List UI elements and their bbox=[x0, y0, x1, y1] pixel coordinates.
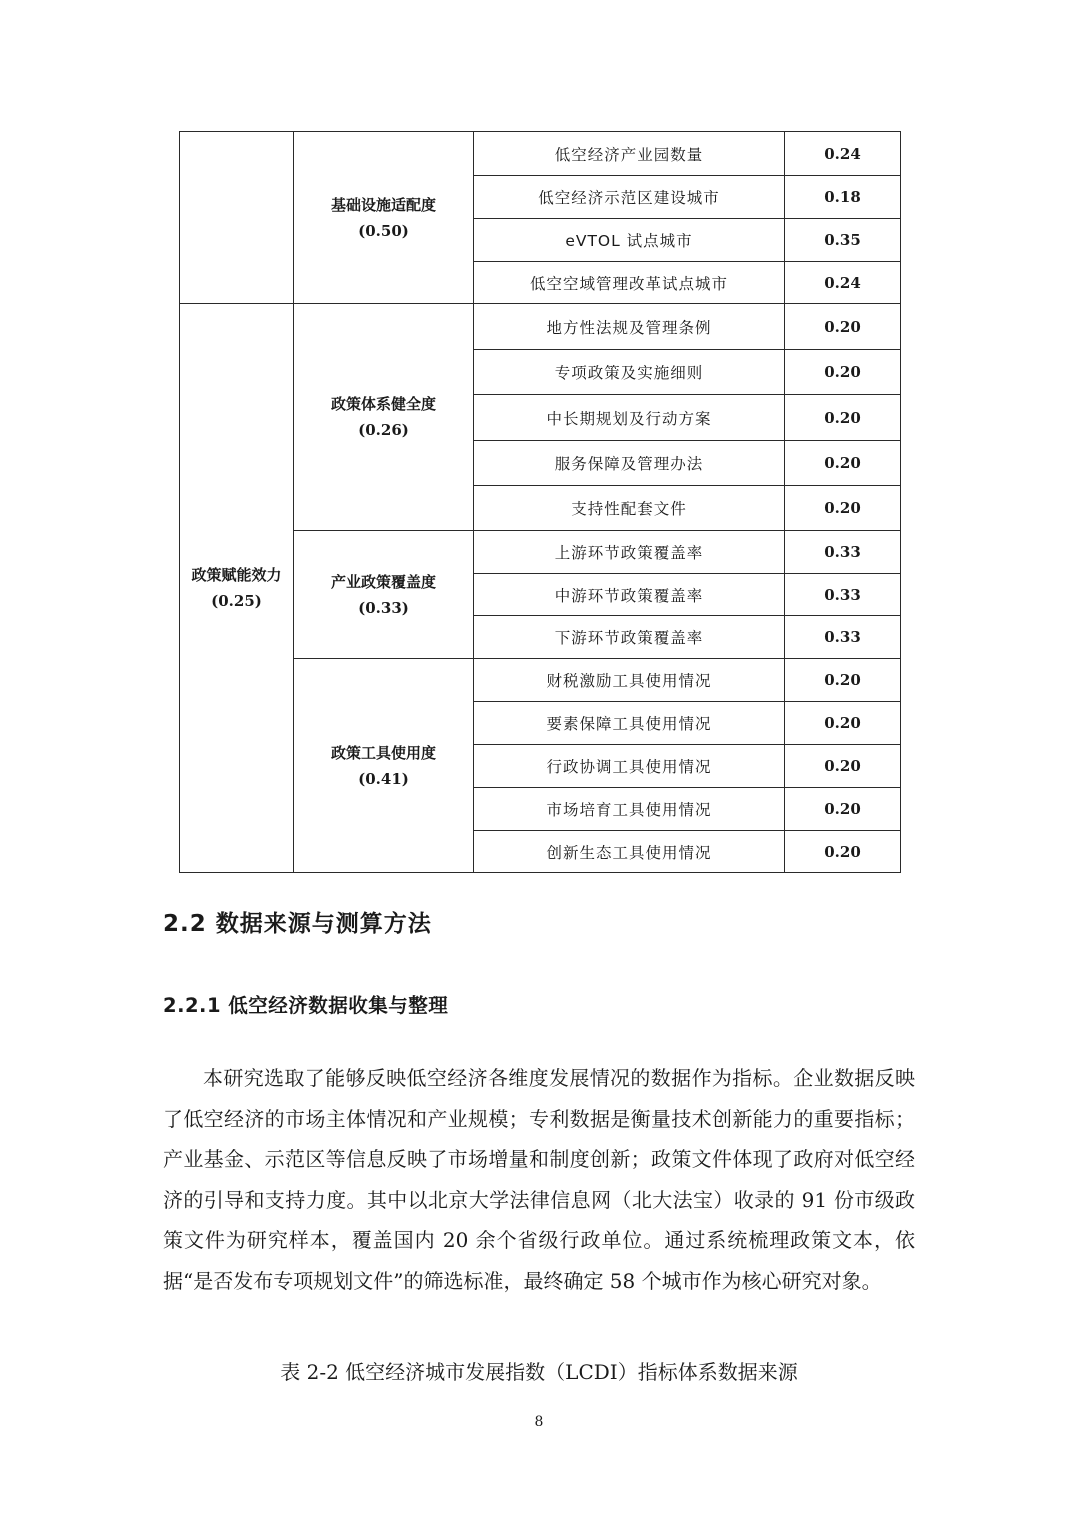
indicator-weight: 0.20 bbox=[785, 304, 901, 350]
level2-weight: (0.41) bbox=[358, 769, 409, 788]
indicator-name: 低空经济产业园数量 bbox=[474, 132, 785, 176]
indicator-name: eVTOL 试点城市 bbox=[474, 219, 785, 262]
indicator-weight: 0.33 bbox=[785, 531, 901, 574]
subsection-heading: 2.2.1 低空经济数据收集与整理 bbox=[163, 994, 449, 1017]
indicator-name: 财税激励工具使用情况 bbox=[474, 659, 785, 702]
indicator-name: 中长期规划及行动方案 bbox=[474, 395, 785, 441]
indicator-name: 服务保障及管理办法 bbox=[474, 441, 785, 486]
page-number: 8 bbox=[534, 1414, 544, 1430]
level2-weight: (0.33) bbox=[358, 598, 409, 617]
indicator-name: 中游环节政策覆盖率 bbox=[474, 574, 785, 616]
indicator-name: 支持性配套文件 bbox=[474, 486, 785, 531]
level2-cell bbox=[294, 659, 474, 873]
section-heading: 2.2 数据来源与测算方法 bbox=[163, 911, 432, 937]
indicator-weight: 0.20 bbox=[785, 659, 901, 702]
indicator-weight: 0.33 bbox=[785, 616, 901, 659]
level1-cell-continued bbox=[180, 132, 294, 304]
indicator-name: 行政协调工具使用情况 bbox=[474, 745, 785, 788]
indicator-weight: 0.20 bbox=[785, 788, 901, 831]
indicator-weight: 0.24 bbox=[785, 262, 901, 304]
indicator-name: 下游环节政策覆盖率 bbox=[474, 616, 785, 659]
level2-name: 产业政策覆盖度 bbox=[330, 572, 436, 591]
indicator-weight: 0.20 bbox=[785, 745, 901, 788]
level1-cell bbox=[180, 304, 294, 873]
level2-cell bbox=[294, 304, 474, 531]
level2-weight: (0.26) bbox=[358, 421, 409, 439]
indicator-weight: 0.20 bbox=[785, 702, 901, 745]
indicator-weight: 0.20 bbox=[785, 441, 901, 486]
level1-weight: (0.25) bbox=[211, 592, 262, 610]
indicator-weight: 0.20 bbox=[785, 350, 901, 395]
indicator-name: 专项政策及实施细则 bbox=[474, 350, 785, 395]
table-caption: 表 2-2 低空经济城市发展指数（LCDI）指标体系数据来源 bbox=[280, 1360, 798, 1384]
level2-cell bbox=[294, 132, 474, 304]
indicator-name: 市场培育工具使用情况 bbox=[474, 788, 785, 831]
level1-name: 政策赋能效力 bbox=[191, 566, 282, 584]
indicator-weight: 0.24 bbox=[785, 132, 901, 176]
indicator-weight: 0.33 bbox=[785, 574, 901, 616]
indicator-table bbox=[179, 131, 901, 873]
level2-name: 政策体系健全度 bbox=[330, 395, 436, 413]
indicator-weight: 0.35 bbox=[785, 219, 901, 262]
indicator-weight: 0.20 bbox=[785, 486, 901, 531]
indicator-name: 上游环节政策覆盖率 bbox=[474, 531, 785, 574]
indicator-weight: 0.20 bbox=[785, 395, 901, 441]
level2-name: 基础设施适配度 bbox=[330, 195, 436, 214]
indicator-name: 低空空域管理改革试点城市 bbox=[474, 262, 785, 304]
indicator-weight: 0.20 bbox=[785, 831, 901, 873]
level2-weight: (0.50) bbox=[358, 221, 409, 240]
indicator-name: 要素保障工具使用情况 bbox=[474, 702, 785, 745]
indicator-weight: 0.18 bbox=[785, 176, 901, 219]
indicator-name: 低空经济示范区建设城市 bbox=[474, 176, 785, 219]
indicator-name: 地方性法规及管理条例 bbox=[474, 304, 785, 350]
level2-cell bbox=[294, 531, 474, 659]
indicator-name: 创新生态工具使用情况 bbox=[474, 831, 785, 873]
level2-name: 政策工具使用度 bbox=[330, 743, 436, 762]
body-paragraph: 本研究选取了能够反映低空经济各维度发展情况的数据作为指标。企业数据反映了低空经济的市场主体情况和产业规模；专利数据是衡量技术创新能力的重要指标；产业基金、示范区等信息反映了市场增量和制度创新；政策文件体现了政府对低空经济的引导和支持力度。其中以北京大学法律信息网（北大法宝）收录的 91 份市级政策文件为研究样本，覆盖国内 20 余个省级行政单位。通过系统梳理政策文本，依据“是否发布专项规划文件”的筛选标准，最终确定 58 个城市作为核心研究对象。 bbox=[163, 1066, 915, 1293]
